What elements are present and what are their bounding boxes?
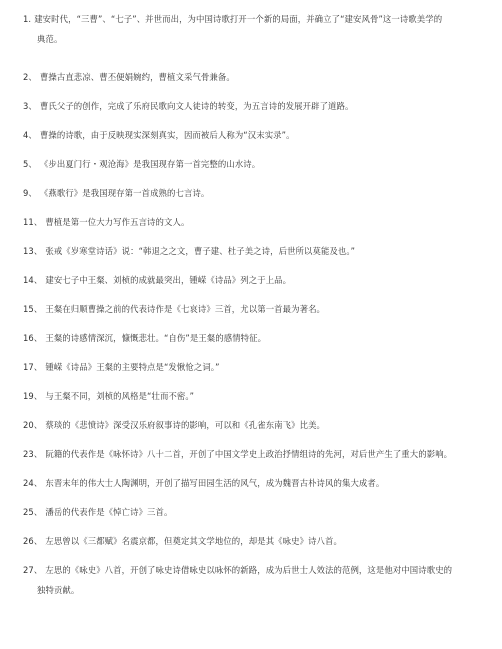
list-item-number: 15、 bbox=[23, 304, 43, 314]
list-item bbox=[23, 212, 485, 232]
list-item-number: 16、 bbox=[23, 333, 43, 343]
list-item-number: 26、 bbox=[23, 536, 43, 546]
list-item-text: 建安时代，“三曹”、“七子”、并世而出，为中国诗歌打开一个新的局面，并确立了“建安风骨”这一诗歌美学的 bbox=[34, 14, 443, 24]
list-item-text: 左思的《咏史》八首，开创了咏史诗借咏史以咏怀的新路，成为后世士人效法的范例，这是他对中国诗歌史的 bbox=[45, 565, 453, 575]
list-item bbox=[23, 241, 485, 261]
list-item-text: 《步出夏门行・观沧海》是我国现存第一首完整的山水诗。 bbox=[39, 159, 261, 169]
list-item-number: 20、 bbox=[23, 420, 43, 430]
list-item-text: 《燕歌行》是我国现存第一首成熟的七言诗。 bbox=[39, 188, 210, 198]
list-item bbox=[23, 531, 485, 551]
list-item-text: 潘岳的代表作是《悼亡诗》三首。 bbox=[45, 507, 173, 517]
list-item-text-continuation: 独特贡献。 bbox=[37, 585, 80, 595]
list-item-text: 东晋末年的伟大士人陶渊明，开创了描写田园生活的风气，成为魏晋古朴诗风的集大成者。 bbox=[45, 478, 385, 488]
list-item-number: 9、 bbox=[23, 188, 37, 198]
list-item-text: 锺嵘《诗品》王粲的主要特点是“发愀怆之词。” bbox=[45, 362, 220, 372]
list-item bbox=[23, 125, 485, 145]
list-item-text: 曹植是第一位大力写作五言诗的文人。 bbox=[45, 217, 190, 227]
list-item bbox=[23, 473, 485, 493]
list-item bbox=[23, 415, 485, 435]
list-item bbox=[23, 154, 485, 174]
list-item-text: 曹氏父子的创作，完成了乐府民歌向文人徒诗的转变，为五言诗的发展开辟了道路。 bbox=[39, 101, 354, 111]
list-item bbox=[23, 96, 485, 116]
list-item bbox=[23, 502, 485, 522]
list-item-number: 11、 bbox=[23, 217, 43, 227]
list-item-number: 27、 bbox=[23, 565, 43, 575]
list-item-number: 3、 bbox=[23, 101, 37, 111]
list-item-text: 阮籍的代表作是《咏怀诗》八十二首，开创了中国文学史上政治抒情组诗的先河，对后世产生了重大的影响。 bbox=[45, 449, 453, 459]
list-item-number: 17、 bbox=[23, 362, 43, 372]
list-item-number: 19、 bbox=[23, 391, 43, 401]
list-item bbox=[23, 183, 485, 203]
list-item bbox=[23, 328, 485, 348]
list-item-text-continuation: 典范。 bbox=[37, 34, 63, 44]
list-item-number: 2、 bbox=[23, 72, 37, 82]
list-item-number: 14、 bbox=[23, 275, 43, 285]
list-item bbox=[23, 299, 485, 319]
list-item-text: 左思曾以《三都赋》名震京都，但奠定其文学地位的，却是其《咏史》诗八首。 bbox=[45, 536, 342, 546]
list-item-text: 建安七子中王粲、刘桢的成就最突出，锺嵘《诗品》列之于上品。 bbox=[45, 275, 292, 285]
list-item-number: 13、 bbox=[23, 246, 43, 256]
list-item-text: 曹操的诗歌，由于反映现实深刻真实，因而被后人称为“汉末实录”。 bbox=[39, 130, 295, 140]
list-item-text: 与王粲不同，刘桢的风格是“壮而不密。” bbox=[45, 391, 195, 401]
list-item-number: 5、 bbox=[23, 159, 37, 169]
list-item bbox=[23, 270, 485, 290]
list-item bbox=[23, 67, 485, 87]
list-item bbox=[23, 386, 485, 406]
list-item-number: 4、 bbox=[23, 130, 37, 140]
list-item bbox=[23, 560, 485, 600]
list-item-number: 1. bbox=[23, 14, 32, 24]
list-item bbox=[23, 444, 485, 464]
list-item-number: 25、 bbox=[23, 507, 43, 517]
list-item-text: 王粲在归顺曹操之前的代表诗作是《七哀诗》三首，尤以第一首最为著名。 bbox=[45, 304, 326, 314]
list-item-text: 蔡琰的《悲愤诗》深受汉乐府叙事诗的影响，可以和《孔雀东南飞》比美。 bbox=[45, 420, 326, 430]
list-item-text: 王粲的诗感情深沉，慷慨悲壮。“自伤”是王粲的感情特征。 bbox=[45, 333, 267, 343]
list-item-text: 曹操古直悲凉、曹丕便娟婉约，曹植文采气骨兼备。 bbox=[39, 72, 235, 82]
list-item-text: 张戒《岁寒堂诗话》说：“韩退之之文，曹子建、杜子美之诗，后世所以莫能及也。” bbox=[45, 246, 356, 256]
list-item-number: 23、 bbox=[23, 449, 43, 459]
list-item bbox=[23, 9, 485, 49]
list-item bbox=[23, 357, 485, 377]
list-item-number: 24、 bbox=[23, 478, 43, 488]
